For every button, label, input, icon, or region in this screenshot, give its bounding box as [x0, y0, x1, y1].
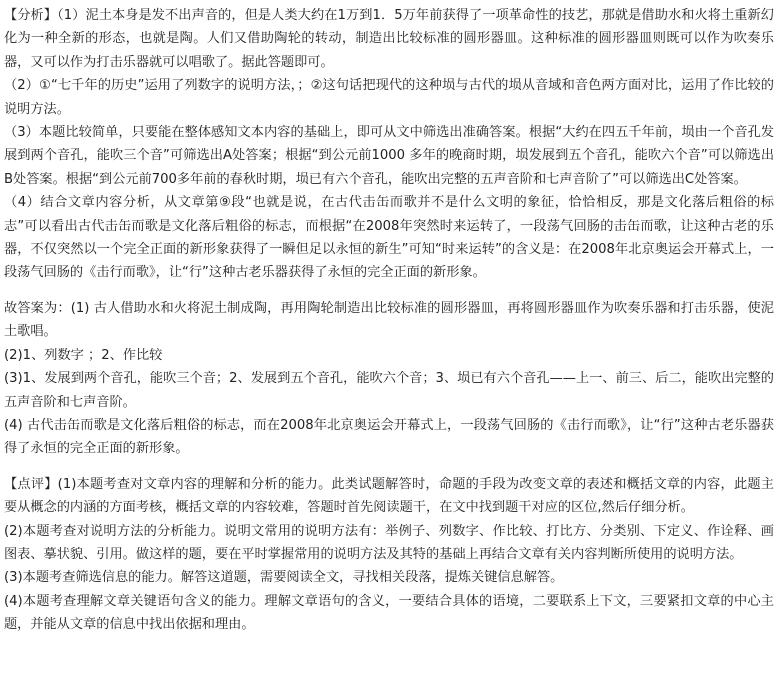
analysis-item-4: （4）结合文章内容分析，从文章第⑨段“也就是说，在古代击缶而歌并不是什么文明的象征，恰恰相反，那是文化落后粗俗的标志”可以看出古代击缶而歌是文化落后粗俗的标志，而根据“在2008年突然时来运转了，一段荡气回肠的击缶而歌，让这种古老的乐器，不仅突然以一个完全正面的新形象获得了一瞬但足以永恒的新生”可知“时来运转”的含义是：在2008年北京奥运会开幕式上，一段荡气回肠的《击行而歌》，让“行”这种古老乐器获得了永恒的完全正面的新形象。 — [4, 195, 774, 281]
comment-paragraph-1 — [4, 473, 774, 520]
comment-item-4: (4)本题考查理解文章关键语句含义的能力。理解文章语句的含义，一要结合具体的语境，二要联系上下文，三要紧扣文章的中心主题，并能从文章的信息中找出依据和理由。 — [4, 593, 774, 633]
comment-section — [4, 473, 774, 637]
analysis-paragraph-1 — [4, 4, 774, 74]
comment-item-1: (1)本题考查对文章内容的理解和分析的能力。此类试题解答时，命题的手段为改变文章的表述和概括文章的内容，此题主要从概念的内涵的方面考核，概括文章的内容较难，答题时首先阅读题干，在文中找到题干对应的区位,然后仔细分析。 — [4, 476, 774, 516]
analysis-section — [4, 4, 774, 285]
comment-heading: 【点评】 — [4, 476, 58, 492]
comment-item-2: (2)本题考查对说明方法的分析能力。说明文常用的说明方法有：举例子、列数字、作比较、打比方、分类别、下定义、作诠释、画图表、摹状貌、引用。做这样的题，要在平时掌握常用的说明方法及其特的基础上再结合文章有关内容判断所使用的说明方法。 — [4, 523, 774, 562]
analysis-item-3: （3）本题比较简单，只要能在整体感知文本内容的基础上，即可从文中筛选出准确答案。根据“大约在四五千年前，埙由一个音孔发展到两个音孔，能吹三个音”可筛选出A处答案；根据“到公元前1000 多年的晚商时期，埙发展到五个音孔，能吹六个音”可以筛选出B处答案。根据“到公元前700多年前的春秋时期，埙已有六个音孔，能吹出完整的五声音阶和七声音阶了”可以筛选出C处答案。 — [4, 125, 774, 187]
answer-item-4: (4) 古代击缶而歌是文化落后粗俗的标志，而在2008年北京奥运会开幕式上，一段荡气回肠的《击行而歌》，让“行”这种古老乐器获得了永恒的完全正面的新形象。 — [4, 417, 774, 457]
section-spacer — [4, 461, 774, 473]
answer-section — [4, 297, 774, 461]
answer-item-3: (3)1、发展到两个音孔，能吹三个音；2、发展到五个音孔，能吹六个音；3、埙已有六个音孔——上一、前三、后二，能吹出完整的五声音阶和七声音阶。 — [4, 371, 774, 410]
analysis-item-1: （1）泥土本身是发不出声音的，但是人类大约在1万到1．5万年前获得了一项革命性的技艺，那就是借助水和火将土重新幻化为一种全新的形态，也就是陶。人们又借助陶轮的转动，制造出比较标准的圆形器皿。这种标准的圆形器皿则既可以作为吹奏乐器，又可以作为打击乐器就可以唱歌了。据此答题即可。 — [4, 8, 774, 70]
analysis-heading: 【分析】 — [4, 8, 58, 23]
section-spacer — [4, 285, 774, 297]
answer-item-1: 故答案为：(1) 古人借助水和火将泥土制成陶，再用陶轮制造出比较标准的圆形器皿，再将圆形器皿作为吹奏乐器和打击乐器，使泥土歌唱。 — [4, 300, 774, 340]
analysis-item-2: （2）①“七千年的历史”运用了列数字的说明方法，；②这句话把现代的这种埙与古代的埙从音域和音色两方面对比，运用了作比较的说明方法。 — [4, 78, 774, 117]
comment-item-3: (3)本题考查筛选信息的能力。解答这道题，需要阅读全文，寻找相关段落，提炼关键信息解答。 — [4, 570, 564, 586]
answer-item-2: (2)1、列数字 ；2、作比较 — [4, 347, 163, 363]
